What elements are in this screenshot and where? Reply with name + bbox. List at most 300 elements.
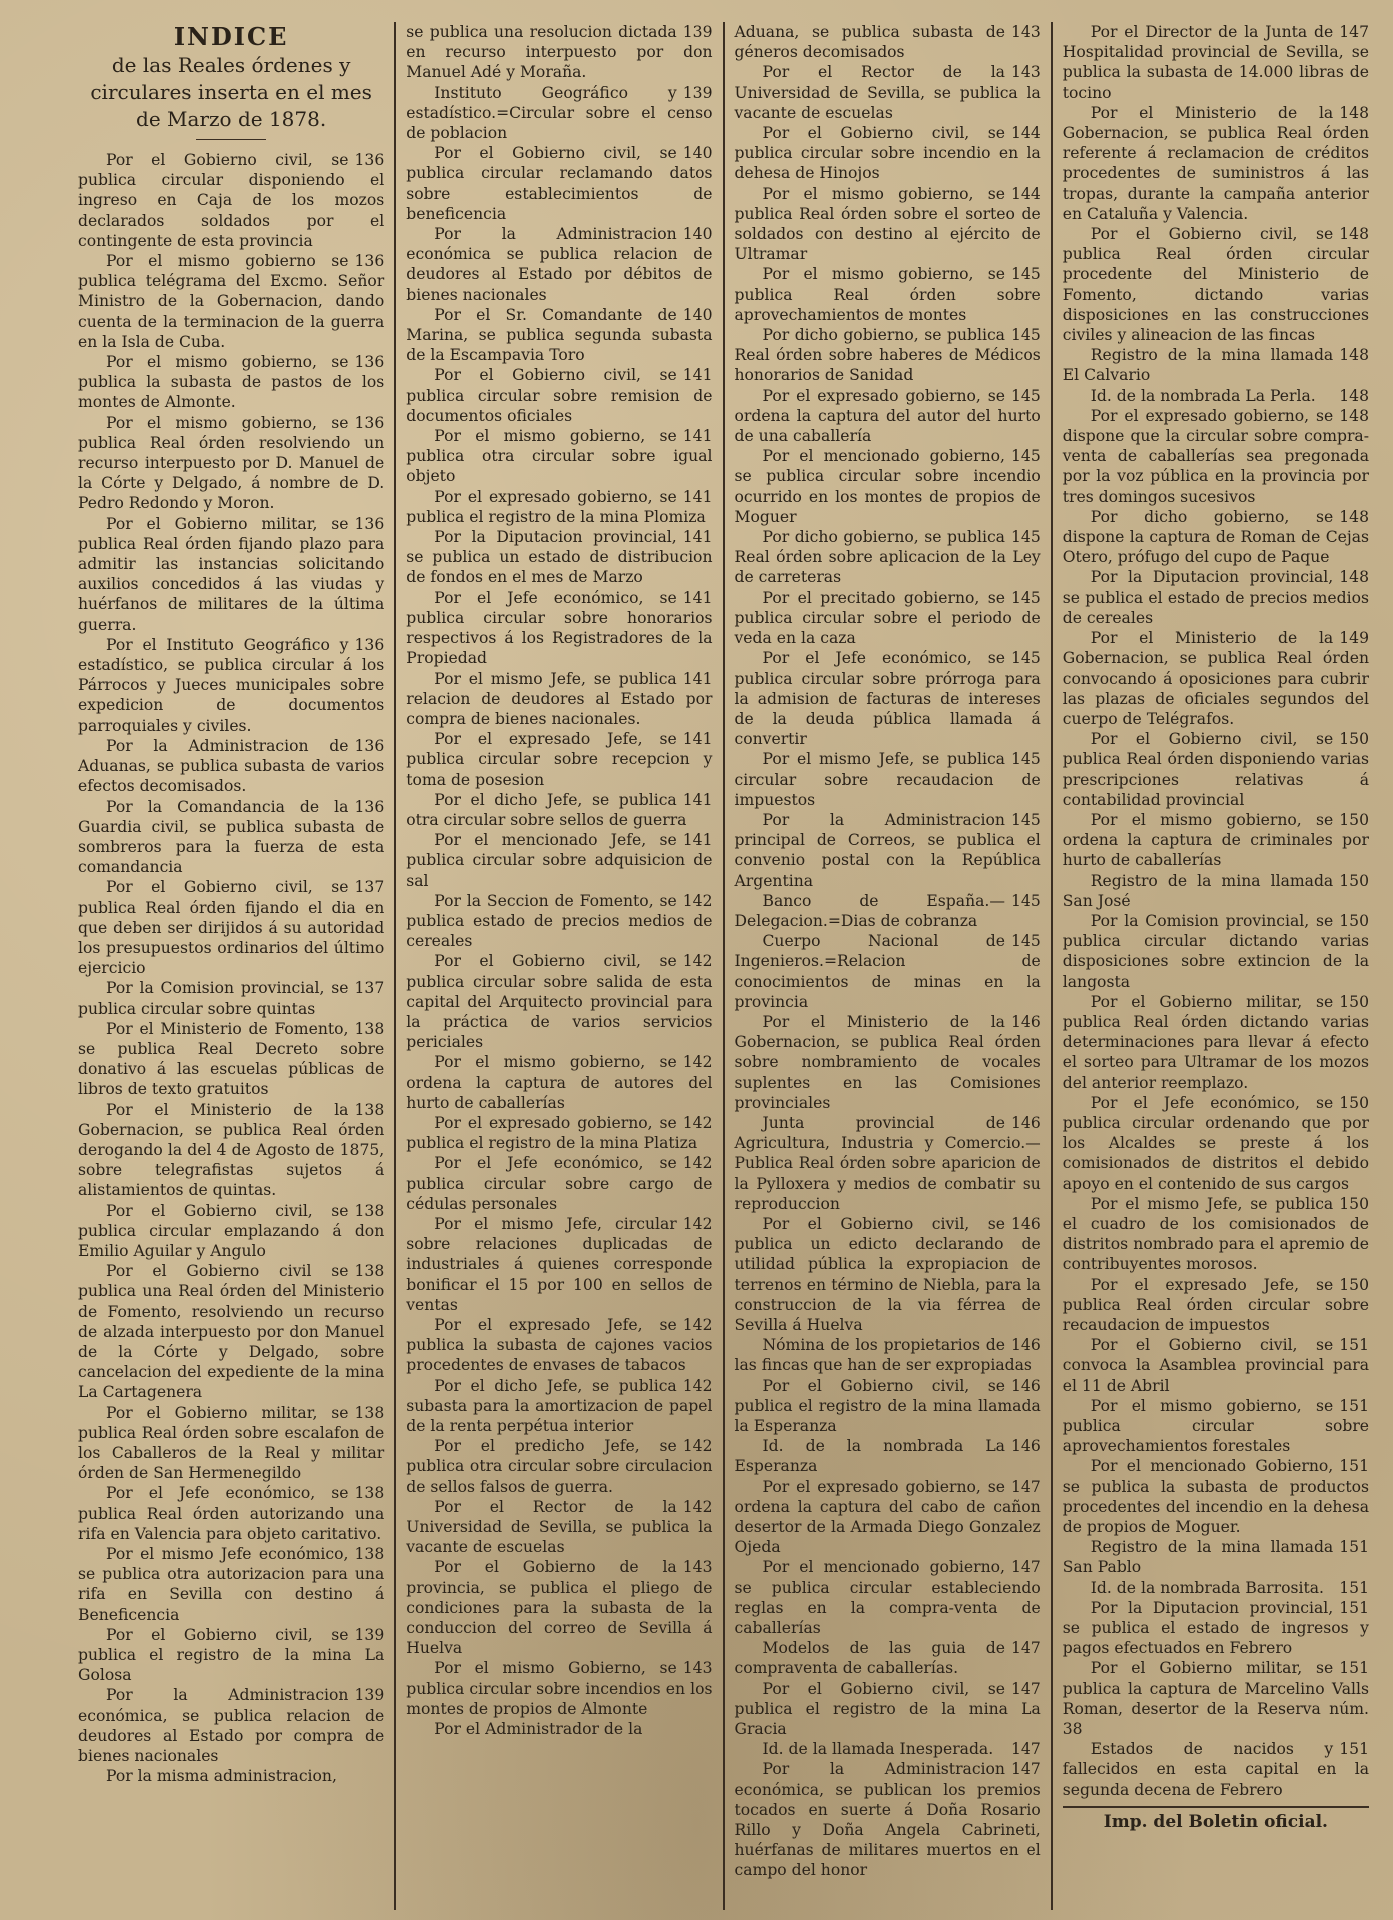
index-title: INDICE (173, 22, 289, 51)
index-entry (1063, 992, 1369, 1093)
index-entry (78, 1625, 384, 1686)
entry-page-number: 150 (1339, 810, 1369, 829)
index-entry (1063, 1275, 1369, 1336)
index-entry (406, 830, 712, 891)
index-entry (406, 22, 712, 83)
entry-page-number: 151 (1339, 1336, 1369, 1355)
index-entry (1063, 103, 1369, 224)
entry-page-number: 145 (1010, 649, 1041, 668)
entry-text: Por el mismo gobierno se publica telégrama del Excmo. Señor Ministro de la Gobernacion, dando cuenta de la terminacion de la guerra en la Isla de Cuba. (78, 252, 385, 351)
index-entry (78, 1766, 384, 1786)
entry-text: Por el Gobierno militar, se publica Real órden fijando plazo para admitir las instancias solicitando auxilios concedidos á las viudas y huérfanos de militares de la última guerra. (78, 514, 385, 634)
entry-page-number: 141 (682, 669, 713, 688)
column-2 (394, 22, 722, 1910)
entry-page-number: 146 (1010, 1012, 1041, 1031)
index-entry (406, 83, 712, 144)
entry-text: Por el mismo gobierno, se ordena la captura de autores del hurto de caballerías (406, 1053, 713, 1112)
index-entry (1063, 871, 1369, 911)
entry-page-number: 150 (1339, 1275, 1369, 1294)
entry-text: Por el Director de la Junta de Hospitalidad provincial de Sevilla, se publica la subasta de 14.000 libras de tocino (1062, 23, 1369, 102)
entry-page-number: 138 (354, 1100, 385, 1119)
index-entry (735, 1012, 1041, 1113)
entry-page-number: 142 (682, 1214, 713, 1233)
entry-text: Por el Gobierno civil, se publica el registro de la mina La Golosa (78, 1625, 385, 1685)
index-entry (406, 143, 712, 224)
index-entry (735, 1638, 1041, 1678)
index-entry (406, 527, 712, 588)
entry-page-number: 148 (1339, 346, 1369, 365)
entry-text: Por el mismo gobierno, se ordena la captura de criminales por hurto de caballerías (1062, 810, 1369, 870)
index-entry (1063, 345, 1369, 385)
entry-page-number: 138 (354, 1019, 385, 1038)
entry-text: Por el mencionado Gobierno, se publica la subasta de productos procedentes del incendio en la dehesa de propios de Moguer. (1062, 1457, 1369, 1537)
entry-text: Por la Administracion de Aduanas, se publica subasta de varios efectos decomisados. (78, 736, 385, 796)
index-entry (735, 1679, 1041, 1740)
entry-text: Por el mismo Jefe, se publica circular sobre recaudacion de impuestos (734, 750, 1041, 809)
entry-text: Por la Diputacion provincial, se publica el estado de precios medios de cereales (1062, 568, 1369, 627)
index-entry (735, 810, 1041, 891)
index-entry (78, 251, 384, 352)
entry-text: Por el mencionado gobierno, se publica circular estableciendo reglas en la compra-venta de caballerías (734, 1558, 1041, 1638)
index-entry (1063, 1578, 1369, 1598)
entry-page-number: 138 (354, 1262, 385, 1281)
index-entry (1063, 1335, 1369, 1396)
entry-text: Por el Gobierno militar, se publica la captura de Marcelino Valls Roman, desertor de la Reserva núm. 38 (1062, 1659, 1369, 1739)
entry-text: Por el mismo gobierno, se publica circular sobre aprovechamientos forestales (1062, 1396, 1369, 1456)
index-header (78, 22, 384, 140)
index-entry (406, 1214, 712, 1315)
entry-text: Por la Diputacion provincial, se publica el estado de ingresos y pagos efectuados en Febrero (1062, 1598, 1369, 1658)
index-entry (78, 877, 384, 978)
index-entry (1063, 224, 1369, 345)
entry-text: Por la misma administracion, (106, 1767, 337, 1786)
entry-text: Por dicho gobierno, se publica Real órden sobre aplicacion de la Ley de carreteras (734, 528, 1041, 587)
entry-text: Por la Comandancia de la Guardia civil, se publica subasta de sombreros para la fuerza de esta comandancia (78, 797, 385, 877)
entry-page-number: 145 (1010, 386, 1041, 405)
entry-page-number: 149 (1339, 629, 1369, 648)
entry-page-number: 145 (1010, 810, 1041, 829)
index-entry (406, 365, 712, 426)
entry-text: Por el mismo gobierno, se publica otra circular sobre igual objeto (406, 427, 713, 486)
entry-page-number: 138 (354, 1201, 385, 1220)
entry-page-number: 142 (682, 1113, 713, 1132)
entry-page-number: 150 (1339, 1194, 1369, 1213)
entry-page-number: 148 (1339, 507, 1369, 526)
index-entry (406, 1557, 712, 1658)
entry-page-number: 146 (1010, 1336, 1041, 1355)
index-entry (1063, 567, 1369, 628)
index-entry (1063, 1194, 1369, 1275)
index-entry (735, 749, 1041, 810)
column-4 (1051, 22, 1379, 1910)
index-entry (735, 1477, 1041, 1558)
index-entry (735, 648, 1041, 749)
entry-page-number: 145 (1010, 891, 1041, 910)
entry-page-number: 146 (1010, 1214, 1041, 1233)
index-entry (78, 1483, 384, 1544)
index-entry (78, 978, 384, 1018)
index-entry (78, 1201, 384, 1262)
index-entry (406, 487, 712, 527)
index-entry (735, 1214, 1041, 1335)
index-entry (406, 1376, 712, 1437)
index-entry (406, 1497, 712, 1558)
index-entry (406, 729, 712, 790)
entry-page-number: 143 (682, 1558, 713, 1577)
entry-text: Por el expresado gobierno, se ordena la captura del cabo de cañon desertor de la Armada Diego Gonzalez Ojeda (734, 1477, 1041, 1557)
entry-text: Por el mismo gobierno, se publica Real órden sobre aprovechamientos de montes (734, 265, 1041, 324)
entry-page-number: 147 (1010, 1639, 1041, 1658)
entry-page-number: 140 (682, 305, 713, 324)
entry-text: Por el mencionado gobierno, se publica circular sobre incendio ocurrido en los montes de propios de Moguer (734, 447, 1041, 526)
entry-page-number: 141 (682, 487, 713, 506)
entry-text: Por el expresado gobierno, se ordena la captura del autor del hurto de una caballería (734, 386, 1041, 446)
entry-text: Por la Comision provincial, se publica circular dictando varias disposiciones sobre extincion de la langosta (1062, 911, 1369, 991)
entry-page-number: 142 (682, 1437, 713, 1456)
index-entry (406, 224, 712, 305)
entry-text: Por el mismo gobierno, se publica Real órden sobre el sorteo de soldados con destino al ejército de Ultramar (734, 184, 1041, 264)
entry-page-number: 141 (682, 831, 713, 850)
entry-page-number: 139 (354, 1625, 385, 1644)
entry-text: Por el Ministerio de la Gobernacion, se publica Real órden convocando á oposiciones para cubrir las plazas de oficiales segundos del cuerpo de Telégrafos. (1062, 629, 1369, 728)
index-entry (78, 1544, 384, 1625)
entry-page-number: 138 (354, 1403, 385, 1422)
entry-page-number: 142 (682, 1053, 713, 1072)
entry-page-number: 142 (682, 1154, 713, 1173)
entry-text: Por el expresado gobierno, se dispone que la circular sobre compra-venta de caballerías sea pregonada por la voz pública en la provincia por tres domingos sucesivos (1062, 406, 1369, 506)
entry-text: Por el mismo Gobierno, se publica circular sobre incendios en los montes de propios de Almonte (406, 1659, 713, 1718)
entry-text: Por el expresado Jefe, se publica la subasta de cajones vacios procedentes de envases de tabacos (406, 1316, 713, 1375)
entry-text: Por el Jefe económico, se publica circular sobre honorarios respectivos á los Registradores de la Propiedad (406, 588, 713, 668)
entry-text: Por el predicho Jefe, se publica otra circular sobre circulacion de sellos falsos de guerra. (406, 1437, 713, 1496)
index-entry (1063, 1093, 1369, 1194)
entry-page-number: 151 (1339, 1538, 1369, 1557)
entry-page-number: 145 (1010, 588, 1041, 607)
index-entry (1063, 1658, 1369, 1739)
entry-text: Por el Gobierno civil, se publica el registro de la mina llamada la Esperanza (734, 1376, 1041, 1436)
entry-page-number: 150 (1339, 730, 1369, 749)
entry-page-number: 145 (1010, 750, 1041, 769)
entry-text: Por el Gobierno civil, se publica Real órden disponiendo varias prescripciones relativas á contabilidad provincial (1062, 730, 1369, 809)
entry-text: Por el Gobierno civil, se publica un edicto declarando de utilidad pública la expropiacion de terrenos en término de Niebla, para la construccion de la via férrea de Sevilla á Huelva (734, 1214, 1041, 1334)
entry-page-number: 142 (682, 1316, 713, 1334)
index-entry (78, 352, 384, 413)
entry-text: Por el mismo Jefe, se publica relacion de deudores al Estado por compra de bienes nacionales. (406, 669, 713, 728)
entry-page-number: 141 (682, 730, 713, 749)
entry-text: Por el dicho Jefe, se publica otra circular sobre sellos de guerra (406, 790, 687, 829)
index-entry (1063, 1537, 1369, 1577)
entry-page-number: 142 (682, 1497, 713, 1516)
entry-page-number: 138 (354, 1545, 385, 1564)
entry-page-number: 143 (682, 1659, 713, 1678)
index-entry (406, 1113, 712, 1153)
entry-text: Id. de la nombrada La Esperanza (734, 1437, 1005, 1476)
index-entry (735, 588, 1041, 649)
entry-text: Por el Ministerio de Fomento, se publica Real Decreto sobre donativo á las escuelas públicas de libros de texto gratuitos (78, 1019, 385, 1099)
entry-page-number: 148 (1339, 386, 1369, 405)
entry-page-number: 145 (1010, 528, 1041, 547)
entry-page-number: 143 (1010, 63, 1041, 82)
entry-text: Por el Ministerio de la Gobernacion, se publica Real órden derogando la del 4 de Agosto de 1875, sobre telegrafistas sujetos á alistamientos de quintas. (78, 1100, 385, 1200)
entry-text: Registro de la mina llamada San José (1062, 871, 1334, 910)
entry-text: Por el mismo Jefe, se publica el cuadro de los comisionados de distritos nombrado para el apremio de contribuyentes morosos. (1062, 1194, 1369, 1274)
index-entry (78, 150, 384, 251)
entry-text: Por el Sr. Comandante de Marina, se publica segunda subasta de la Escampavia Toro (406, 305, 713, 365)
entry-page-number: 147 (1010, 1740, 1041, 1759)
index-entry (78, 1403, 384, 1484)
entry-text: Por el Gobierno de la provincia, se publica el pliego de condiciones para la subasta de la conduccion del correo de Sevilla á Huelva (406, 1558, 713, 1658)
entry-text: Por la Seccion de Fomento, se publica estado de precios medios de cereales (406, 891, 713, 951)
index-entry (735, 184, 1041, 265)
index-entry (1063, 22, 1369, 103)
entry-page-number: 150 (1339, 992, 1369, 1011)
entry-page-number: 147 (1010, 1760, 1041, 1779)
entry-page-number: 150 (1339, 1093, 1369, 1112)
entry-text: Por la Comision provincial, se publica circular sobre quintas (78, 979, 349, 1018)
header-rule (196, 139, 266, 140)
entry-text: Por el Gobierno civil, se publica circular sobre salida de esta capital del Arquitecto provincial para la práctica de varios servicios periciales (406, 952, 713, 1052)
entry-page-number: 137 (354, 878, 385, 897)
index-entry (78, 736, 384, 797)
index-entry (1063, 810, 1369, 871)
printer-footer: Imp. del Boletin oficial. (1063, 1806, 1369, 1832)
entry-page-number: 145 (1010, 326, 1041, 345)
index-entry (735, 891, 1041, 931)
entry-page-number: 136 (354, 413, 385, 432)
entry-page-number: 147 (1010, 1558, 1041, 1577)
index-entry (78, 1685, 384, 1766)
entry-text: Por el Gobierno civil, se publica circular reclamando datos sobre establecimientos de beneficencia (406, 144, 713, 223)
entry-text: Por el Ministerio de la Gobernacion, se publica Real órden referente á reclamacion de créditos procedentes de suministros á las tropas, durante la campaña anterior en Cataluña y Valencia. (1062, 103, 1369, 223)
column-3 (723, 22, 1051, 1910)
entry-page-number: 146 (1010, 1376, 1041, 1395)
entry-text: Por el mencionado Jefe, se publica circular sobre adquisicion de sal (406, 831, 713, 890)
entry-text: Por el Gobierno civil, se publica circular sobre incendio en la dehesa de Hinojos (734, 124, 1041, 183)
index-entry (1063, 1739, 1369, 1800)
entry-text: Por el mismo Jefe, circular sobre relaciones duplicadas de industriales á quienes corresponde bonificar el 15 por 100 en sellos de ventas (406, 1214, 713, 1314)
entry-text: se publica una resolucion dictada en recurso interpuesto por don Manuel Adé y Moraña. (406, 23, 713, 82)
index-entry (1063, 406, 1369, 507)
index-entry (78, 1100, 384, 1201)
entry-page-number: 148 (1339, 406, 1369, 425)
index-subtitle: de las Reales órdenes y circulares inserta en el mes de Marzo de 1878. (90, 53, 372, 131)
entry-page-number: 146 (1010, 1113, 1041, 1132)
entry-page-number: 139 (682, 23, 713, 41)
entry-page-number: 147 (1339, 23, 1369, 41)
entry-page-number: 151 (1339, 1396, 1369, 1415)
index-entry (406, 426, 712, 487)
entry-page-number: 141 (682, 528, 713, 547)
entry-page-number: 145 (1010, 932, 1041, 951)
entry-page-number: 151 (1339, 1659, 1369, 1678)
index-entry (406, 669, 712, 730)
entry-text: Estados de nacidos y fallecidos en esta capital en la segunda decena de Febrero (1062, 1740, 1369, 1799)
entry-page-number: 136 (354, 252, 385, 271)
entry-page-number: 138 (354, 1484, 385, 1503)
index-entry (1063, 1396, 1369, 1457)
entry-text: Cuerpo Nacional de Ingenieros.=Relacion de conocimientos de minas en la provincia (734, 932, 1041, 1011)
entry-page-number: 137 (354, 979, 385, 998)
index-entry (1063, 628, 1369, 729)
entry-page-number: 151 (1339, 1740, 1369, 1759)
index-entry (735, 446, 1041, 527)
index-entry (78, 797, 384, 878)
entry-text: Id. de la nombrada La Perla. (1090, 386, 1316, 405)
index-entry (406, 1719, 712, 1739)
entry-text: Por el Gobierno civil se publica una Real órden del Ministerio de Fomento, resolviendo un recurso de alzada interpuesto por don Manuel de la Córte y Delgado, sobre cancelacion del expediente de la mina La Cartagenera (78, 1262, 385, 1402)
entry-text: Por la Diputacion provincial, se publica un estado de distribucion de fondos en el mes de Marzo (406, 528, 713, 587)
entry-text: Registro de la mina llamada El Calvario (1062, 346, 1334, 385)
entry-text: Por el precitado gobierno, se publica circular sobre el periodo de veda en la caza (734, 588, 1041, 648)
entry-text: Por el Gobierno civil, se convoca la Asamblea provincial para el 11 de Abril (1062, 1336, 1369, 1395)
index-entry (735, 123, 1041, 184)
entry-page-number: 143 (1010, 23, 1041, 41)
entry-page-number: 151 (1339, 1598, 1369, 1617)
entry-text: Por la Administracion económica, se publican los premios tocados en suerte á Doña Rosario Rillo y Doña Angela Cabrineti, huérfanas de militares muertos en el campo del honor (734, 1760, 1041, 1880)
index-entry (735, 386, 1041, 447)
index-entry (406, 1153, 712, 1214)
entry-page-number: 141 (682, 427, 713, 446)
index-entry (735, 1113, 1041, 1214)
entry-text: Por el expresado Jefe, se publica Real órden circular sobre recaudacion de impuestos (1062, 1275, 1369, 1334)
entry-text: Aduana, se publica subasta de géneros decomisados (734, 23, 1005, 62)
entry-page-number: 148 (1339, 225, 1369, 244)
entry-text: Por el Jefe económico, se publica circular ordenando que por los Alcaldes se preste á los comisionados de distritos el debido apoyo en el contenido de sus cargos (1062, 1093, 1369, 1193)
entry-text: Por el Rector de la Universidad de Sevilla, se publica la vacante de escuelas (734, 63, 1041, 122)
index-entry (406, 891, 712, 952)
entry-page-number: 136 (354, 635, 385, 654)
index-entry (1063, 729, 1369, 810)
entry-text: Modelos de las guia de compraventa de caballerías. (734, 1639, 1005, 1678)
entry-text: Nómina de los propietarios de las fincas que han de ser expropiadas (734, 1336, 1032, 1375)
entry-text: Por el Jefe económico, se publica circular sobre cargo de cédulas personales (406, 1154, 713, 1213)
entry-page-number: 142 (682, 1376, 713, 1395)
entry-text: Por el Administrador de la (434, 1720, 643, 1739)
entry-page-number: 146 (1010, 1437, 1041, 1456)
entry-text: Por el Gobierno civil, se publica Real órden circular procedente del Ministerio de Fomento, dictando varias disposiciones en las construcciones civiles y alineacion de las fincas (1062, 225, 1369, 345)
column-1 (68, 22, 394, 1910)
index-entry (406, 1436, 712, 1497)
entry-text: Por el Gobierno militar, se publica Real órden sobre escalafon de los Caballeros de la Real y militar órden de San Hermenegildo (78, 1403, 385, 1483)
entry-page-number: 140 (682, 144, 713, 163)
entry-page-number: 136 (354, 797, 385, 816)
entry-text: Banco de España.—Delegacion.=Dias de cobranza (734, 891, 1005, 930)
index-entry (78, 514, 384, 635)
entry-text: Por dicho gobierno, se dispone la captura de Roman de Cejas Otero, prófugo del cupo de Paque (1062, 507, 1369, 567)
entry-page-number: 136 (354, 353, 385, 372)
entry-text: Por la Administracion económica, se publica relacion de deudores al Estado por compra de bienes nacionales (78, 1686, 385, 1766)
entry-text: Por el Rector de la Universidad de Sevilla, se publica la vacante de escuelas (406, 1497, 713, 1557)
entry-text: Por el dicho Jefe, se publica subasta para la amortizacion de papel de la renta perpétua interior (406, 1376, 713, 1436)
entry-page-number: 145 (1010, 447, 1041, 466)
entry-page-number: 142 (682, 952, 713, 971)
index-entry (406, 588, 712, 669)
entry-page-number: 142 (682, 891, 713, 910)
index-entry (735, 931, 1041, 1012)
entry-text: Por el Gobierno civil, se publica el registro de la mina La Gracia (734, 1679, 1041, 1739)
entry-text: Por la Administracion económica se publica relacion de deudores al Estado por débitos de bienes nacionales (406, 225, 713, 304)
index-entry (735, 1436, 1041, 1476)
entry-page-number: 147 (1010, 1477, 1041, 1496)
entry-text: Por dicho gobierno, se publica Real órden sobre haberes de Médicos honorarios de Sanidad (734, 326, 1041, 385)
index-entry (406, 305, 712, 366)
entry-text: Por el Instituto Geográfico y estadístico, se publica circular á los Párrocos y Jueces municipales sobre expedicion de documentos parroquiales y civiles. (78, 635, 385, 735)
index-entry (1063, 1456, 1369, 1537)
index-entry (735, 527, 1041, 588)
entry-text: Por el Gobierno militar, se publica Real órden dictando varias determinaciones para llevar á efecto el sorteo para Ultramar de los mozos del anterior reemplazo. (1062, 992, 1369, 1092)
entry-page-number: 144 (1010, 124, 1041, 143)
entry-page-number: 141 (682, 588, 713, 607)
entry-page-number: 139 (354, 1686, 385, 1705)
entry-text: Por el Jefe económico, se publica Real órden autorizando una rifa en Valencia para objeto caritativo. (78, 1484, 385, 1543)
entry-page-number: 141 (682, 790, 713, 809)
entry-page-number: 139 (682, 83, 713, 102)
index-entry (1063, 1598, 1369, 1659)
entry-page-number: 141 (682, 366, 713, 385)
index-entry (78, 635, 384, 736)
index-entry (406, 790, 712, 830)
index-entry (1063, 507, 1369, 568)
index-entry (406, 1658, 712, 1719)
index-entry (735, 1557, 1041, 1638)
entry-page-number: 144 (1010, 184, 1041, 203)
entry-page-number: 140 (682, 225, 713, 244)
entry-text: Por la Administracion principal de Correos, se publica el convenio postal con la República Argentina (734, 810, 1041, 890)
entry-page-number: 136 (354, 514, 385, 533)
entry-text: Id. de la nombrada Barrosita. (1090, 1578, 1324, 1597)
entry-text: Por el Jefe económico, se publica circular sobre prórroga para la admision de facturas de intereses de la deuda pública llamada á convertir (734, 649, 1041, 749)
entry-text: Por el mismo gobierno, se publica la subasta de pastos de los montes de Almonte. (78, 353, 385, 412)
index-columns (68, 22, 1379, 1910)
index-entry (406, 951, 712, 1052)
index-entry (735, 62, 1041, 123)
entry-text: Por el Gobierno civil, se publica circular emplazando á don Emilio Aguilar y Angulo (78, 1201, 385, 1260)
entry-text: Por el Gobierno civil, se publica Real órden fijando el dia en que deben ser dirijidos á su autoridad los presupuestos ordinarios del último ejercicio (78, 878, 385, 978)
entry-text: Por el expresado gobierno, se publica el registro de la mina Plomiza (406, 487, 706, 526)
index-entry (735, 22, 1041, 62)
entry-page-number: 148 (1339, 103, 1369, 122)
entry-page-number: 136 (354, 151, 385, 169)
entry-text: Por el Gobierno civil, se publica circular disponiendo el ingreso en Caja de los mozos declarados soldados por el contingente de esta provincia (78, 151, 385, 250)
index-entry (406, 1052, 712, 1113)
index-entry (78, 1019, 384, 1100)
index-entry (735, 1739, 1041, 1759)
entry-text: Por el expresado gobierno, se publica el registro de la mina Platiza (406, 1113, 698, 1153)
entry-text: Por el mismo gobierno, se publica Real órden resolviendo un recurso interpuesto por D. Manuel de la Córte y Delgado, á nombre de D. Pedro Redondo y Moron. (78, 413, 385, 513)
entry-page-number: 148 (1339, 568, 1369, 587)
entry-text: Id. de la llamada Inesperada. (762, 1740, 994, 1759)
index-entry (78, 1261, 384, 1402)
entry-page-number: 150 (1339, 871, 1369, 890)
entry-page-number: 151 (1339, 1457, 1369, 1476)
entry-text: Por el expresado Jefe, se publica circular sobre recepcion y toma de posesion (406, 730, 713, 789)
entry-text: Por el Gobierno civil, se publica circular sobre remision de documentos oficiales (406, 366, 713, 425)
entry-text: Junta provincial de Agricultura, Industria y Comercio.—Publica Real órden sobre aparicion de la Pylloxera y medios de combatir su reproduccion (734, 1113, 1041, 1213)
index-entry (406, 1315, 712, 1376)
entry-page-number: 136 (354, 736, 385, 755)
entry-text: Por el Ministerio de la Gobernacion, se publica Real órden sobre nombramiento de vocales suplentes en las Comisiones provinciales (734, 1012, 1041, 1112)
index-entry (1063, 911, 1369, 992)
index-entry (1063, 386, 1369, 406)
entry-page-number: 151 (1339, 1578, 1369, 1597)
index-entry (78, 413, 384, 514)
entry-text: Registro de la mina llamada San Pablo (1062, 1538, 1334, 1577)
index-entry (735, 1376, 1041, 1437)
entry-page-number: 150 (1339, 911, 1369, 930)
entry-page-number: 147 (1010, 1679, 1041, 1698)
entry-page-number: 145 (1010, 265, 1041, 284)
entry-text: Instituto Geográfico y estadístico.=Circular sobre el censo de poblacion (406, 83, 713, 143)
